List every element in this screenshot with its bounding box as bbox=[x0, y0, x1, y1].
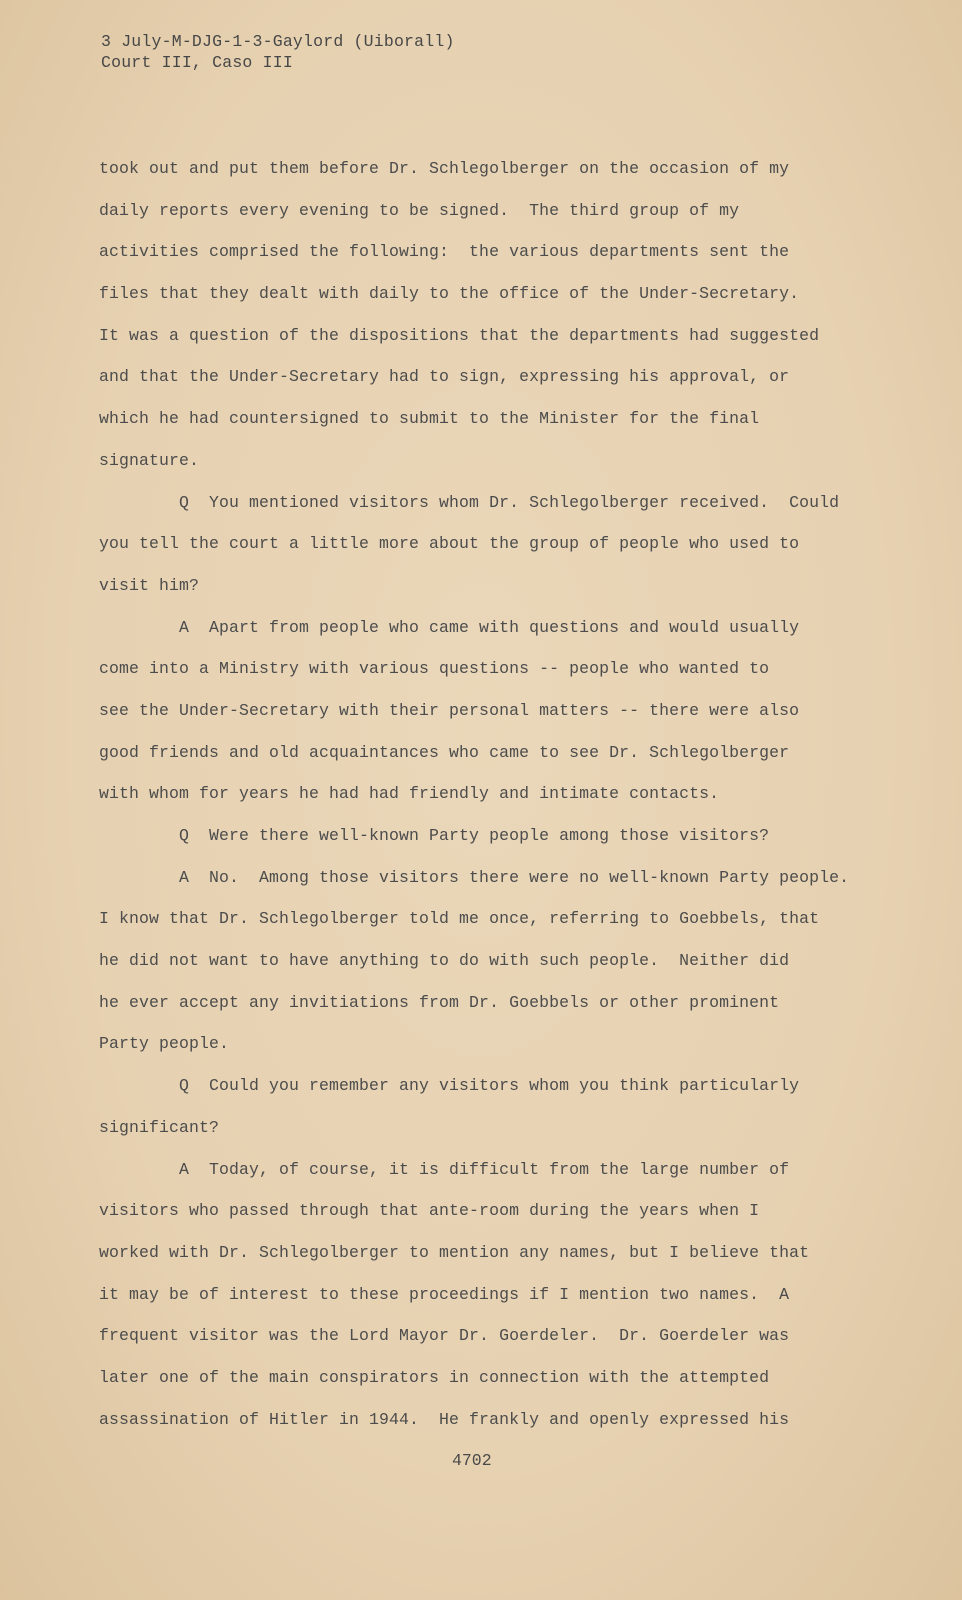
header-line-2: Court III, Caso III bbox=[101, 53, 293, 72]
text-line: files that they dealt with daily to the office of the Under-Secretary. bbox=[99, 284, 800, 304]
document-header bbox=[101, 31, 455, 73]
text-line: signature. bbox=[99, 450, 200, 470]
page-number: 4702 bbox=[452, 1451, 492, 1470]
text-line: activities comprised the following: the various departments sent the bbox=[99, 242, 790, 262]
text-line: I know that Dr. Schlegolberger told me once, referring to Goebbels, that bbox=[99, 909, 820, 929]
text-line: frequent visitor was the Lord Mayor Dr. Goerdeler. Dr. Goerdeler was bbox=[99, 1326, 790, 1346]
transcript-body bbox=[99, 157, 859, 1449]
text-line: A Apart from people who came with questions and would usually bbox=[99, 617, 800, 637]
text-line: later one of the main conspirators in connection with the attempted bbox=[99, 1367, 770, 1387]
text-line: A Today, of course, it is difficult from the large number of bbox=[99, 1159, 790, 1179]
text-line: It was a question of the dispositions that the departments had suggested bbox=[99, 325, 820, 345]
text-line: visitors who passed through that ante-room during the years when I bbox=[99, 1201, 760, 1221]
text-line: see the Under-Secretary with their personal matters -- there were also bbox=[99, 700, 800, 720]
text-line: he did not want to have anything to do with such people. Neither did bbox=[99, 951, 790, 971]
text-line: Party people. bbox=[99, 1034, 230, 1054]
text-line: A No. Among those visitors there were no well-known Party people. bbox=[99, 867, 850, 887]
header-line-1: 3 July-M-DJG-1-3-Gaylord (Uiborall) bbox=[101, 32, 455, 51]
text-line: assassination of Hitler in 1944. He frankly and openly expressed his bbox=[99, 1409, 790, 1429]
text-line: Q You mentioned visitors whom Dr. Schlegolberger received. Could bbox=[99, 492, 840, 512]
text-line: took out and put them before Dr. Schlegolberger on the occasion of my bbox=[99, 159, 790, 178]
text-line: you tell the court a little more about the group of people who used to bbox=[99, 534, 800, 554]
text-line: which he had countersigned to submit to the Minister for the final bbox=[99, 409, 760, 429]
text-line: worked with Dr. Schlegolberger to mention any names, but I believe that bbox=[99, 1242, 810, 1262]
text-line: Q Were there well-known Party people among those visitors? bbox=[99, 826, 770, 845]
text-line: and that the Under-Secretary had to sign, expressing his approval, or bbox=[99, 367, 790, 387]
text-line: it may be of interest to these proceedings if I mention two names. A bbox=[99, 1284, 790, 1304]
text-line: with whom for years he had had friendly and intimate contacts. bbox=[99, 784, 720, 804]
text-line: daily reports every evening to be signed. The third group of my bbox=[99, 200, 740, 220]
text-line: come into a Ministry with various questions -- people who wanted to bbox=[99, 659, 770, 679]
text-line: significant? bbox=[99, 1117, 220, 1137]
text-line: good friends and old acquaintances who came to see Dr. Schlegolberger bbox=[99, 742, 790, 762]
text-line: visit him? bbox=[99, 575, 200, 595]
text-line: Q Could you remember any visitors whom you think particularly bbox=[99, 1076, 800, 1096]
text-line: he ever accept any invitiations from Dr. Goebbels or other prominent bbox=[99, 992, 780, 1012]
